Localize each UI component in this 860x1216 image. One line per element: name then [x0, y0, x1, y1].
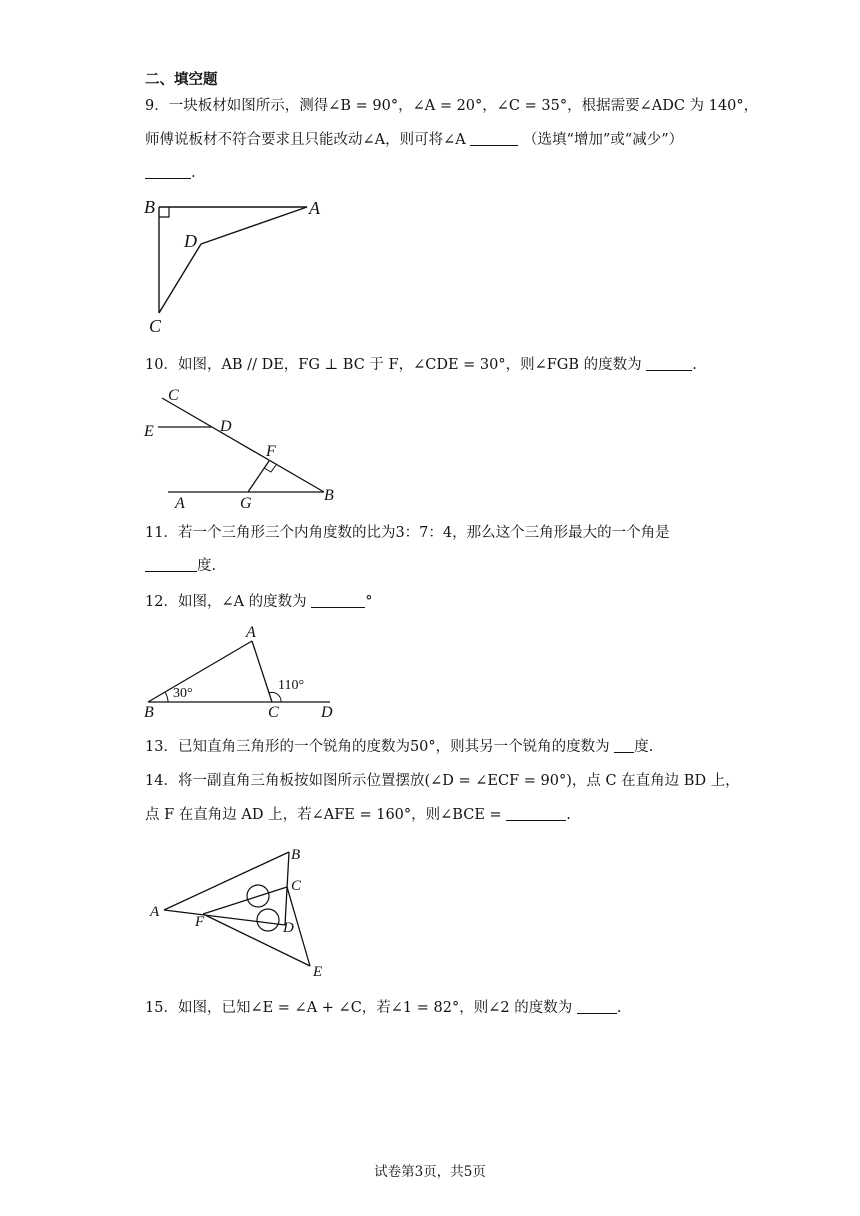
- q13-answer-blank[interactable]: [614, 738, 634, 753]
- q12-line: [145, 592, 373, 612]
- q14-edge-ab: [164, 852, 289, 910]
- q10-label-e: E: [144, 423, 154, 440]
- q9-line-1: 9．一块板材如图所示，测得∠B = 90°，∠A = 20°，∠C = 35°，根据需要∠ADC 为 140°，: [145, 98, 759, 114]
- q10-answer-blank[interactable]: [646, 356, 692, 371]
- q9-answer-blank-2[interactable]: [145, 164, 191, 179]
- q9-line-2: [145, 130, 683, 150]
- q15-period: .: [616, 1000, 622, 1016]
- q14-label-c: C: [291, 878, 302, 894]
- q10-line-fg: [248, 461, 269, 492]
- q14-edge-ad: [164, 910, 285, 925]
- q12-degree: °: [365, 594, 373, 610]
- q14-label-f: F: [195, 914, 205, 930]
- q12-angle-b-arc: [165, 692, 168, 702]
- q14-label-a: A: [150, 904, 160, 920]
- q12-label-c: C: [268, 704, 279, 720]
- q11-line-2: [145, 556, 216, 576]
- q14-answer-blank[interactable]: [506, 806, 566, 821]
- q10-label-c: C: [168, 387, 179, 404]
- q10-text: 10．如图，AB // DE，FG ⊥ BC 于 F，∠CDE = 30°，则∠FGB 的度数为: [145, 357, 642, 373]
- q9-label-c: C: [149, 316, 162, 336]
- q12-figure: [140, 620, 350, 720]
- q14-label-b: B: [291, 847, 301, 863]
- q14-figure: [140, 840, 350, 985]
- q9-text: 师傅说板材不符合要求且只能改动∠A，则可将∠A: [145, 132, 466, 148]
- q11-answer-blank[interactable]: [145, 557, 197, 572]
- q9-edge-dc: [159, 244, 201, 313]
- q9-hint: （选填“增加”或“减少”）: [522, 132, 684, 148]
- q14-circle-2: [257, 909, 279, 931]
- page-footer: 试卷第3页，共5页: [374, 1164, 486, 1180]
- q14-line-1: 14．将一副直角三角板按如图所示位置摆放(∠D = ∠ECF = 90°)，点 C 在直角边 BD 上，: [145, 773, 740, 789]
- q12-angle-ext-value: 110°: [278, 678, 305, 693]
- q10-line-cb: [162, 398, 324, 492]
- q12-text: 12．如图，∠A 的度数为: [145, 594, 307, 610]
- q9-label-d: D: [184, 231, 197, 251]
- q12-edge-ba: [148, 641, 252, 702]
- section-title: 二、填空题: [145, 72, 218, 88]
- q10-label-a: A: [175, 495, 185, 512]
- q15-answer-blank[interactable]: [577, 999, 617, 1014]
- q14-label-d: D: [283, 920, 294, 936]
- q14-edge-fc: [203, 887, 287, 914]
- q14-period: .: [566, 807, 571, 823]
- q9-answer-blank[interactable]: [470, 131, 518, 146]
- q10-label-g: G: [240, 495, 252, 512]
- q14-label-e: E: [313, 964, 323, 980]
- q10-figure: [140, 382, 350, 512]
- q9-period: .: [191, 165, 196, 181]
- q12-label-b: B: [144, 704, 154, 720]
- q9-line-3: [145, 163, 196, 183]
- q10-line: [145, 355, 697, 375]
- q11-line-1: 11．若一个三角形三个内角度数的比为3：7：4，那么这个三角形最大的一个角是: [145, 525, 670, 541]
- q10-label-d: D: [220, 418, 232, 435]
- q9-edge-ad: [201, 207, 307, 244]
- q15-text: 15．如图，已知∠E = ∠A + ∠C，若∠1 = 82°，则∠2 的度数为: [145, 1000, 573, 1016]
- q10-label-f: F: [266, 443, 276, 460]
- q9-right-angle-mark: [159, 207, 169, 217]
- q12-answer-blank[interactable]: [311, 593, 365, 608]
- q12-angle-b-value: 30°: [173, 686, 193, 701]
- q10-period: .: [692, 357, 697, 373]
- q9-label-b: B: [144, 197, 155, 217]
- q13-text: 13．已知直角三角形的一个锐角的度数为50°，则其另一个锐角的度数为: [145, 739, 610, 755]
- q13-unit: 度.: [634, 739, 654, 755]
- q14-text: 点 F 在直角边 AD 上，若∠AFE = 160°，则∠BCE =: [145, 807, 502, 823]
- q12-label-a: A: [246, 624, 256, 641]
- q13-line: [145, 737, 653, 757]
- q9-figure: [140, 195, 340, 340]
- q15-line: [145, 998, 621, 1018]
- q10-label-b: B: [324, 487, 334, 504]
- q9-label-a: A: [309, 198, 320, 218]
- q11-unit: 度.: [197, 558, 217, 574]
- q14-line-2: [145, 805, 571, 825]
- q12-label-d: D: [321, 704, 333, 720]
